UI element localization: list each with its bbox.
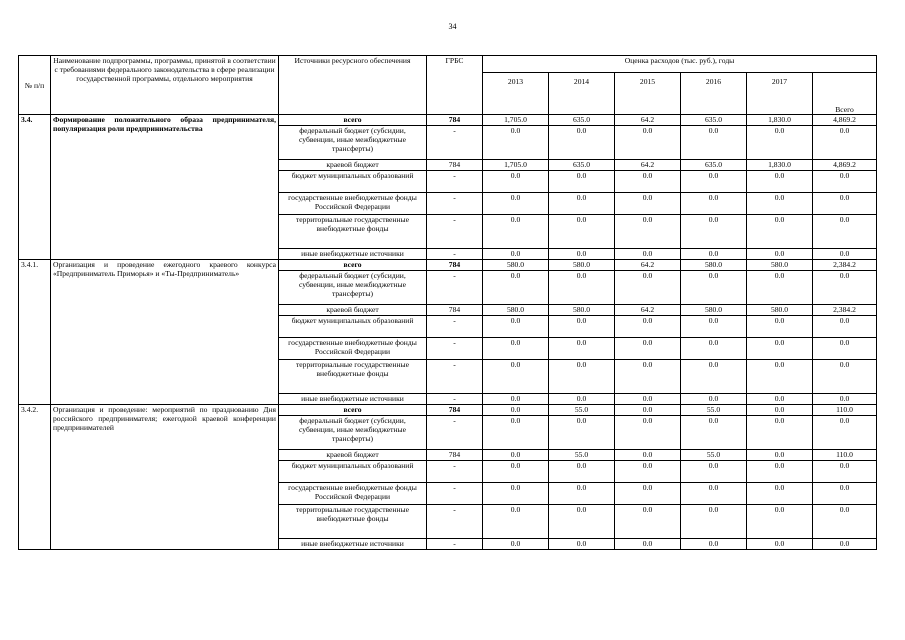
- row-number: 3.4.2.: [19, 405, 51, 550]
- total-value: 0.0: [813, 126, 877, 160]
- year-value: 0.0: [549, 505, 615, 539]
- funding-source: всего: [279, 405, 427, 416]
- year-value: 0.0: [549, 126, 615, 160]
- grbs-code: -: [427, 249, 483, 260]
- total-value: 0.0: [813, 461, 877, 483]
- year-value: 0.0: [483, 539, 549, 550]
- year-value: 0.0: [615, 394, 681, 405]
- measure-name: Формирование положительного образа предпринимателя, популяризация роли предпринимательства: [51, 115, 279, 260]
- measure-name: Организация и проведение ежегодного краевого конкурса «Предприниматель Приморья» и «Ты-Предприниматель»: [51, 260, 279, 405]
- year-value: 0.0: [747, 394, 813, 405]
- total-value: 0.0: [813, 394, 877, 405]
- year-value: 0.0: [549, 483, 615, 505]
- year-value: 0.0: [483, 193, 549, 215]
- year-value: 0.0: [549, 539, 615, 550]
- year-value: 0.0: [549, 416, 615, 450]
- year-value: 0.0: [483, 249, 549, 260]
- total-value: 0.0: [813, 539, 877, 550]
- year-value: 0.0: [549, 360, 615, 394]
- year-value: 0.0: [483, 394, 549, 405]
- year-value: 0.0: [747, 416, 813, 450]
- grbs-code: 784: [427, 305, 483, 316]
- year-value: 0.0: [747, 249, 813, 260]
- grbs-code: -: [427, 505, 483, 539]
- total-value: 0.0: [813, 193, 877, 215]
- funding-source: краевой бюджет: [279, 450, 427, 461]
- grbs-code: 784: [427, 405, 483, 416]
- grbs-code: 784: [427, 115, 483, 126]
- year-value: 55.0: [549, 405, 615, 416]
- year-value: 0.0: [681, 171, 747, 193]
- funding-source: краевой бюджет: [279, 160, 427, 171]
- grbs-code: 784: [427, 260, 483, 271]
- year-value: 0.0: [483, 338, 549, 360]
- row-number: 3.4.1.: [19, 260, 51, 405]
- grbs-code: -: [427, 461, 483, 483]
- funding-source: иные внебюджетные источники: [279, 249, 427, 260]
- year-value: 0.0: [483, 461, 549, 483]
- year-value: 0.0: [681, 338, 747, 360]
- year-value: 0.0: [747, 450, 813, 461]
- header-estimate: Оценка расходов (тыс. руб.), годы: [483, 56, 877, 73]
- funding-source: территориальные государственные внебюджетные фонды: [279, 505, 427, 539]
- total-value: 0.0: [813, 338, 877, 360]
- year-value: 1,705.0: [483, 160, 549, 171]
- funding-source: государственные внебюджетные фонды Российской Федерации: [279, 193, 427, 215]
- year-value: 635.0: [549, 160, 615, 171]
- year-value: 0.0: [747, 316, 813, 338]
- total-value: 0.0: [813, 215, 877, 249]
- header-total: Всего: [813, 73, 877, 115]
- total-value: 0.0: [813, 171, 877, 193]
- total-value: 110.0: [813, 405, 877, 416]
- year-value: 0.0: [615, 126, 681, 160]
- header-year: 2017: [747, 73, 813, 115]
- header-name: Наименование подпрограммы, программы, принятой в соответствии с требованиями федерального законодательства в сфере реализации государственной программы, отдельного мероприятия: [51, 56, 279, 115]
- year-value: 0.0: [615, 271, 681, 305]
- year-value: 635.0: [681, 160, 747, 171]
- year-value: 1,830.0: [747, 115, 813, 126]
- year-value: 0.0: [747, 126, 813, 160]
- year-value: 1,830.0: [747, 160, 813, 171]
- year-value: 0.0: [615, 338, 681, 360]
- year-value: 0.0: [483, 126, 549, 160]
- funding-source: краевой бюджет: [279, 305, 427, 316]
- total-value: 0.0: [813, 505, 877, 539]
- year-value: 64.2: [615, 305, 681, 316]
- row-number: 3.4.: [19, 115, 51, 260]
- year-value: 0.0: [681, 360, 747, 394]
- funding-source: федеральный бюджет (субсидии, субвенции, иные межбюджетные трансферты): [279, 126, 427, 160]
- total-value: 110.0: [813, 450, 877, 461]
- year-value: 0.0: [615, 171, 681, 193]
- year-value: 55.0: [549, 450, 615, 461]
- year-value: 0.0: [681, 316, 747, 338]
- year-value: 0.0: [681, 193, 747, 215]
- total-value: 0.0: [813, 316, 877, 338]
- year-value: 0.0: [549, 338, 615, 360]
- year-value: 635.0: [549, 115, 615, 126]
- funding-source: всего: [279, 115, 427, 126]
- funding-source: иные внебюджетные источники: [279, 394, 427, 405]
- funding-source: иные внебюджетные источники: [279, 539, 427, 550]
- funding-source: территориальные государственные внебюджетные фонды: [279, 215, 427, 249]
- year-value: 0.0: [483, 271, 549, 305]
- grbs-code: -: [427, 394, 483, 405]
- header-source: Источники ресурсного обеспечения: [279, 56, 427, 115]
- funding-source: государственные внебюджетные фонды Российской Федерации: [279, 338, 427, 360]
- header-year: 2016: [681, 73, 747, 115]
- table-header: [19, 56, 877, 115]
- year-value: 0.0: [681, 505, 747, 539]
- year-value: 0.0: [681, 394, 747, 405]
- year-value: 0.0: [747, 505, 813, 539]
- year-value: 0.0: [747, 360, 813, 394]
- year-value: 0.0: [615, 450, 681, 461]
- year-value: 0.0: [615, 539, 681, 550]
- year-value: 635.0: [681, 115, 747, 126]
- year-value: 0.0: [681, 215, 747, 249]
- year-value: 580.0: [681, 305, 747, 316]
- funding-source: федеральный бюджет (субсидии, субвенции, иные межбюджетные трансферты): [279, 416, 427, 450]
- year-value: 0.0: [483, 316, 549, 338]
- year-value: 0.0: [615, 249, 681, 260]
- year-value: 0.0: [615, 405, 681, 416]
- table-body: [19, 115, 877, 550]
- year-value: 0.0: [549, 249, 615, 260]
- grbs-code: -: [427, 416, 483, 450]
- year-value: 580.0: [681, 260, 747, 271]
- year-value: 580.0: [747, 305, 813, 316]
- year-value: 0.0: [747, 483, 813, 505]
- grbs-code: -: [427, 171, 483, 193]
- year-value: 0.0: [549, 171, 615, 193]
- year-value: 580.0: [549, 260, 615, 271]
- grbs-code: -: [427, 126, 483, 160]
- total-value: 0.0: [813, 271, 877, 305]
- grbs-code: -: [427, 193, 483, 215]
- year-value: 1,705.0: [483, 115, 549, 126]
- grbs-code: -: [427, 539, 483, 550]
- year-value: 0.0: [747, 405, 813, 416]
- year-value: 0.0: [681, 126, 747, 160]
- year-value: 0.0: [615, 360, 681, 394]
- year-value: 580.0: [483, 260, 549, 271]
- year-value: 0.0: [483, 405, 549, 416]
- year-value: 0.0: [483, 483, 549, 505]
- grbs-code: -: [427, 271, 483, 305]
- table-row: [19, 405, 877, 416]
- budget-table: [18, 55, 877, 550]
- year-value: 0.0: [681, 416, 747, 450]
- year-value: 0.0: [483, 450, 549, 461]
- grbs-code: -: [427, 215, 483, 249]
- year-value: 0.0: [549, 316, 615, 338]
- year-value: 55.0: [681, 450, 747, 461]
- year-value: 0.0: [549, 215, 615, 249]
- year-value: 0.0: [681, 249, 747, 260]
- year-value: 64.2: [615, 260, 681, 271]
- funding-source: бюджет муниципальных образований: [279, 316, 427, 338]
- year-value: 0.0: [549, 394, 615, 405]
- total-value: 2,384.2: [813, 305, 877, 316]
- year-value: 0.0: [615, 461, 681, 483]
- funding-source: бюджет муниципальных образований: [279, 461, 427, 483]
- year-value: 0.0: [747, 539, 813, 550]
- year-value: 580.0: [483, 305, 549, 316]
- year-value: 0.0: [549, 461, 615, 483]
- year-value: 0.0: [615, 215, 681, 249]
- year-value: 0.0: [747, 193, 813, 215]
- year-value: 0.0: [615, 483, 681, 505]
- year-value: 0.0: [615, 193, 681, 215]
- header-year: 2013: [483, 73, 549, 115]
- year-value: 0.0: [747, 271, 813, 305]
- total-value: 4,869.2: [813, 160, 877, 171]
- year-value: 0.0: [747, 461, 813, 483]
- total-value: 0.0: [813, 249, 877, 260]
- year-value: 580.0: [549, 305, 615, 316]
- year-value: 0.0: [483, 416, 549, 450]
- total-value: 2,384.2: [813, 260, 877, 271]
- funding-source: бюджет муниципальных образований: [279, 171, 427, 193]
- year-value: 0.0: [483, 505, 549, 539]
- year-value: 580.0: [747, 260, 813, 271]
- total-value: 0.0: [813, 360, 877, 394]
- page-number: 34: [448, 22, 457, 31]
- year-value: 0.0: [615, 505, 681, 539]
- funding-source: всего: [279, 260, 427, 271]
- total-value: 0.0: [813, 483, 877, 505]
- year-value: 64.2: [615, 160, 681, 171]
- grbs-code: 784: [427, 450, 483, 461]
- year-value: 64.2: [615, 115, 681, 126]
- year-value: 0.0: [681, 271, 747, 305]
- year-value: 0.0: [615, 316, 681, 338]
- year-value: 0.0: [483, 171, 549, 193]
- header-grbs: ГРБС: [427, 56, 483, 115]
- header-year: 2014: [549, 73, 615, 115]
- year-value: 0.0: [549, 193, 615, 215]
- year-value: 0.0: [747, 338, 813, 360]
- year-value: 0.0: [681, 483, 747, 505]
- table-row: [19, 115, 877, 126]
- grbs-code: -: [427, 483, 483, 505]
- table-row: [19, 260, 877, 271]
- measure-name: Организация и проведение: мероприятий по празднованию Дня российского предпринимателя; ежегодной краевой конференции предпринимателей: [51, 405, 279, 550]
- total-value: 0.0: [813, 416, 877, 450]
- year-value: 0.0: [549, 271, 615, 305]
- year-value: 0.0: [747, 171, 813, 193]
- header-year: 2015: [615, 73, 681, 115]
- year-value: 0.0: [483, 360, 549, 394]
- funding-source: территориальные государственные внебюджетные фонды: [279, 360, 427, 394]
- total-value: 4,869.2: [813, 115, 877, 126]
- year-value: 0.0: [615, 416, 681, 450]
- year-value: 0.0: [747, 215, 813, 249]
- year-value: 0.0: [681, 539, 747, 550]
- grbs-code: -: [427, 316, 483, 338]
- grbs-code: -: [427, 360, 483, 394]
- grbs-code: 784: [427, 160, 483, 171]
- year-value: 0.0: [681, 461, 747, 483]
- funding-source: федеральный бюджет (субсидии, субвенции, иные межбюджетные трансферты): [279, 271, 427, 305]
- funding-source: государственные внебюджетные фонды Российской Федерации: [279, 483, 427, 505]
- year-value: 55.0: [681, 405, 747, 416]
- year-value: 0.0: [483, 215, 549, 249]
- header-num: № п/п: [19, 56, 51, 115]
- grbs-code: -: [427, 338, 483, 360]
